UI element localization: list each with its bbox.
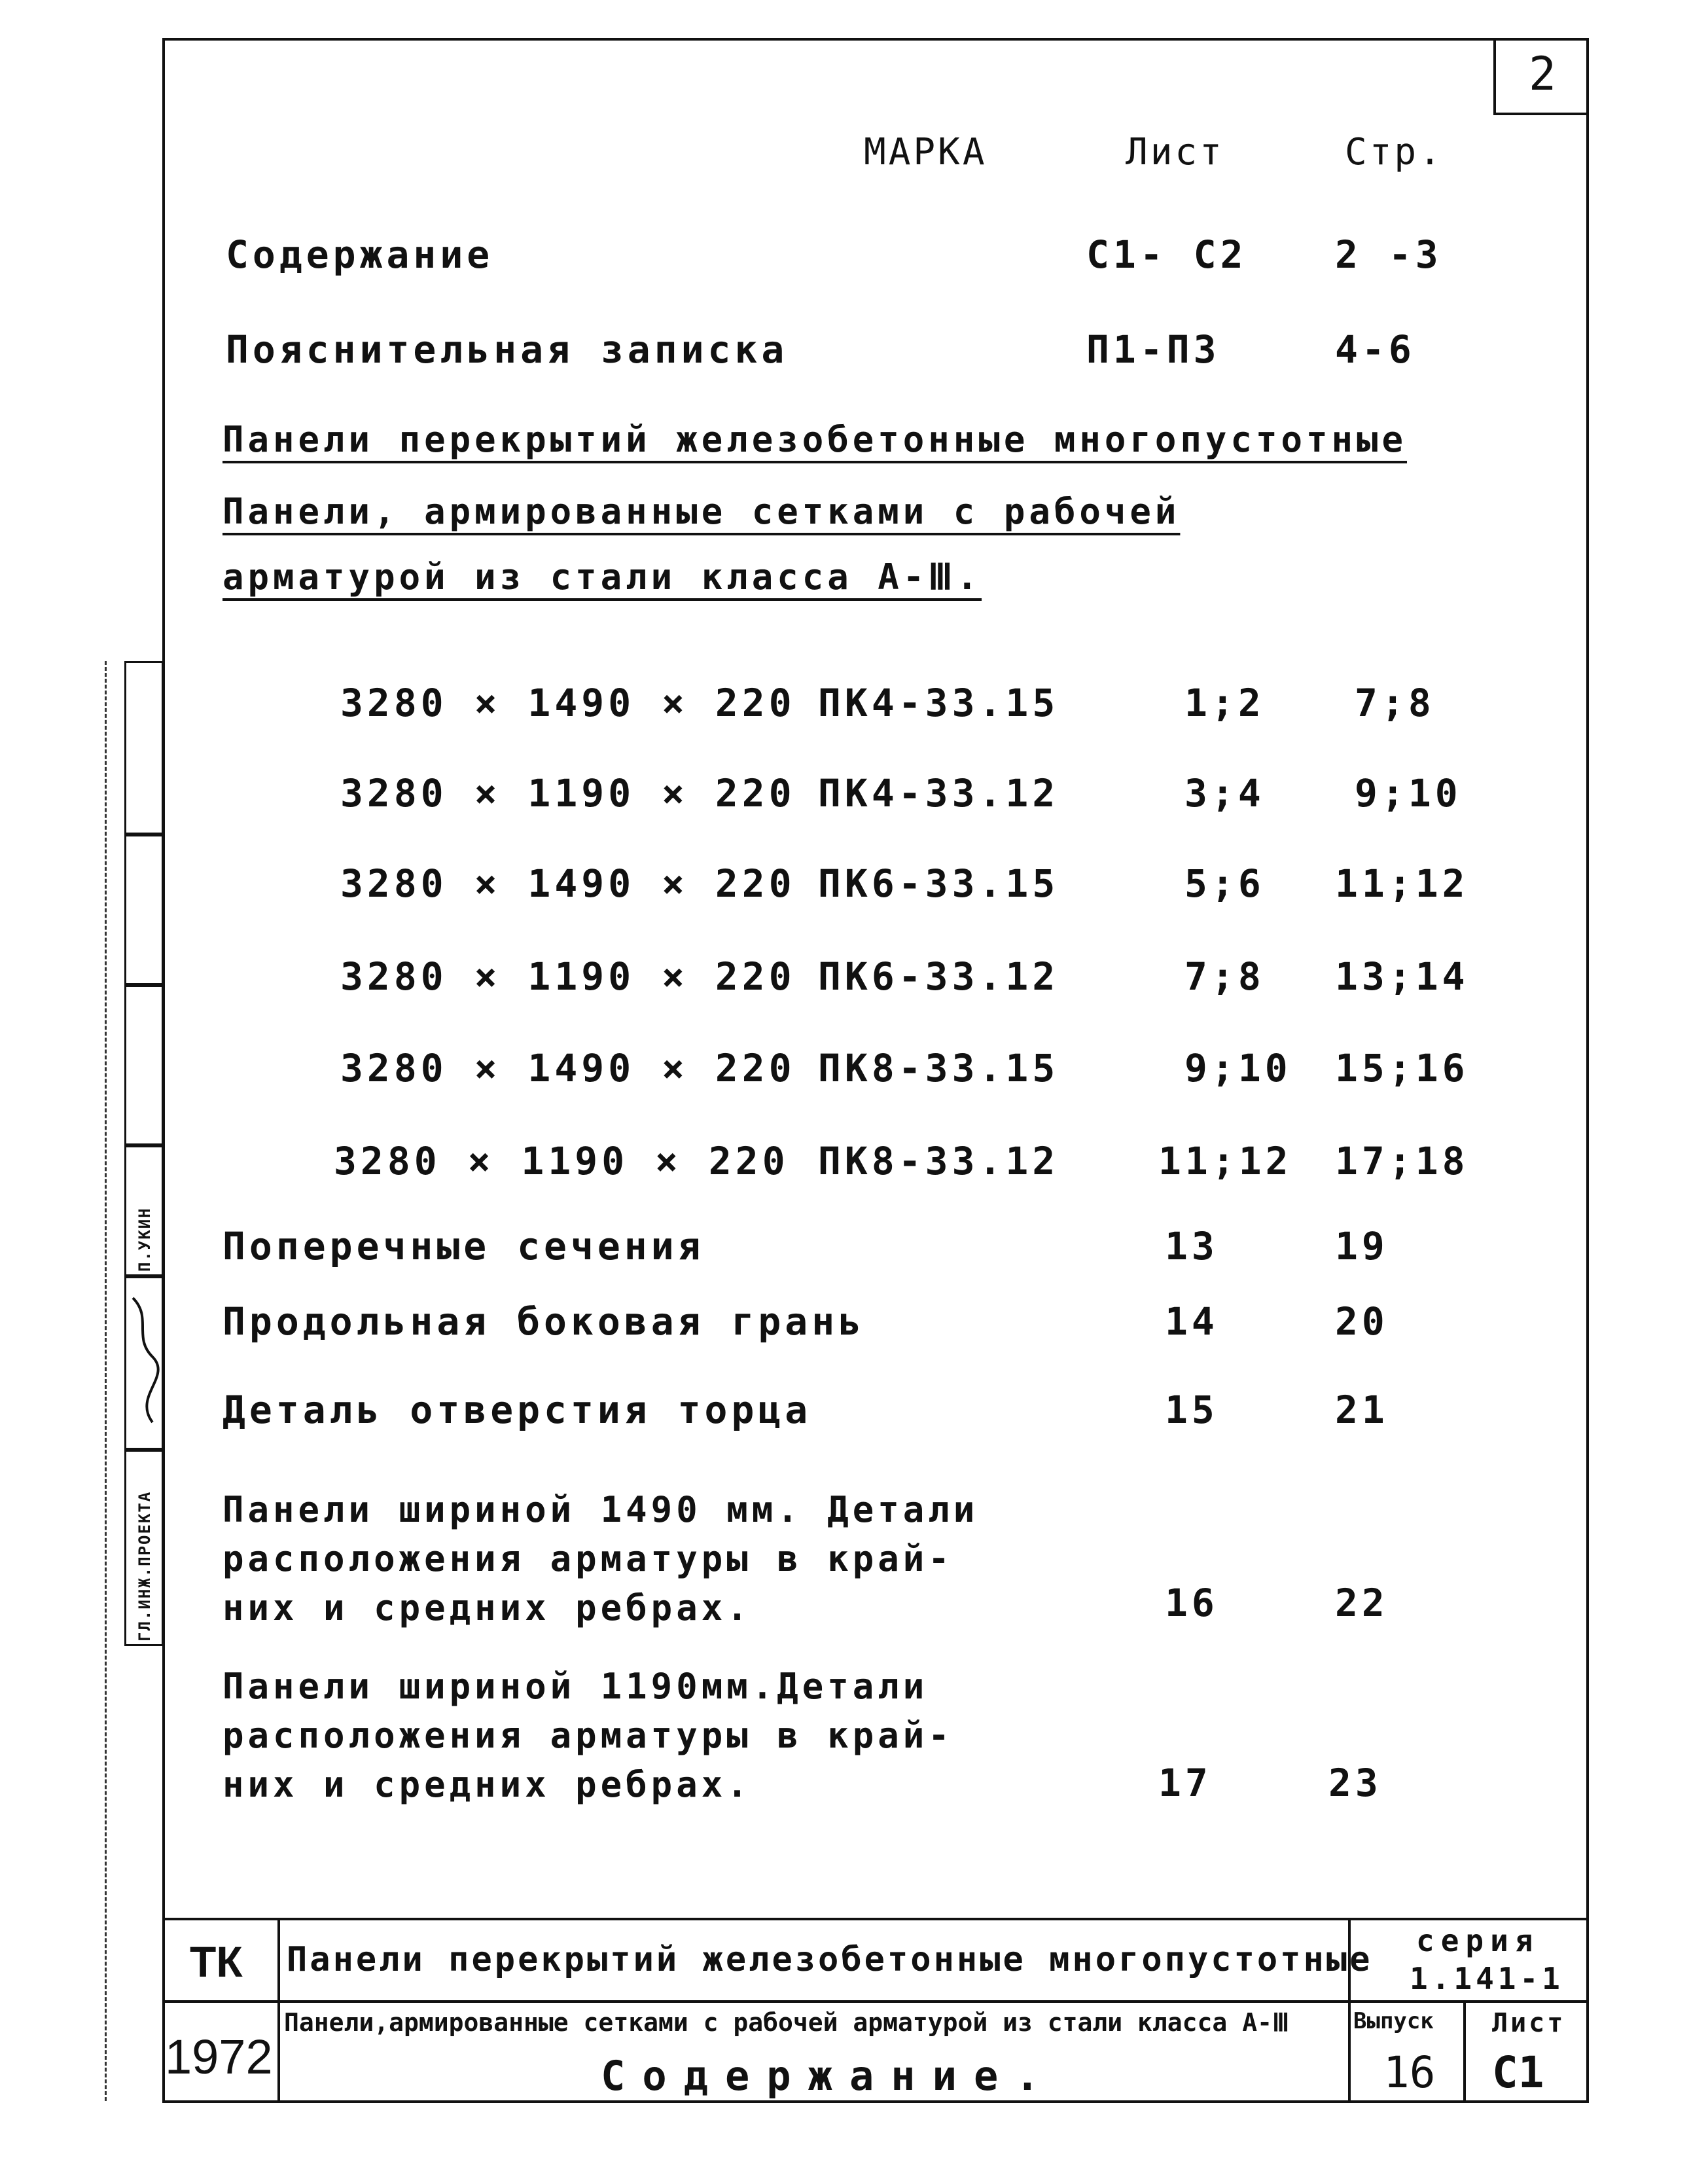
panel-sheet: 9;10 [1184, 1046, 1292, 1090]
detail-1490-line1: Панели шириной 1490 мм. Детали [222, 1489, 979, 1530]
stamp-role: ГЛ.ИНЖ.ПРОЕКТА [135, 1490, 154, 1642]
row-side-face-page: 20 [1335, 1299, 1389, 1344]
section-title: Панели перекрытий железобетонные многопустотные [222, 419, 1408, 460]
tb-series-value: 1.141-1 [1410, 1961, 1564, 1996]
detail-1490-line3: них и средних ребрах. [222, 1587, 752, 1628]
panel-page: 15;16 [1335, 1046, 1469, 1090]
signature-mark [126, 1278, 162, 1448]
tb-title1: Панели перекрытий железобетонные многопустотные [287, 1940, 1373, 1979]
panel-mark: ПК4-33.12 [818, 771, 1059, 816]
tb-series-cell [1348, 1918, 1589, 2003]
stamp-name: П.УКИН [135, 1207, 154, 1272]
detail-1190-page: 23 [1328, 1761, 1382, 1805]
stamp-cell [124, 1145, 164, 1276]
detail-1490-line2: расположения арматуры в край- [222, 1538, 953, 1579]
panel-dims: 3280 × 1490 × 220 [340, 1046, 796, 1090]
panel-dims: 3280 × 1190 × 220 [340, 771, 796, 816]
tb-org-cell [162, 1918, 280, 2003]
row-note-sheet: П1-П3 [1086, 327, 1220, 372]
column-header-page: Стр. [1345, 131, 1444, 173]
panel-dims: 3280 × 1490 × 220 [340, 681, 796, 725]
tb-series-label: серия [1416, 1923, 1540, 1958]
tb-title3: Содержание. [601, 2052, 1057, 2100]
column-header-sheet: Лист [1126, 131, 1224, 173]
row-cross-sections-page: 19 [1335, 1224, 1389, 1268]
panel-dims: 3280 × 1490 × 220 [340, 861, 796, 906]
tb-year: 1972 [165, 2030, 273, 2084]
panel-page: 7;8 [1355, 681, 1435, 725]
detail-1190-line1: Панели шириной 1190мм.Детали [222, 1666, 929, 1707]
tb-sheet-cell [1463, 2000, 1589, 2103]
panel-page: 17;18 [1335, 1139, 1469, 1183]
panel-dims: 3280 × 1190 × 220 [340, 954, 796, 999]
tb-issue-value: 16 [1383, 2047, 1436, 2098]
panel-mark: ПК4-33.15 [818, 681, 1059, 725]
panel-page: 9;10 [1355, 771, 1462, 816]
panel-sheet: 1;2 [1184, 681, 1265, 725]
handwritten-notes [105, 661, 107, 2101]
tb-title2: Панели,армированные сетками с рабочей арматурой из стали класса А-Ⅲ [284, 2008, 1290, 2037]
row-side-face-sheet: 14 [1165, 1299, 1219, 1344]
panel-sheet: 3;4 [1184, 771, 1265, 816]
detail-1490-sheet: 16 [1165, 1581, 1219, 1625]
row-end-hole-name: Деталь отверстия торца [222, 1388, 812, 1432]
row-contents-sheet: С1- С2 [1086, 232, 1247, 277]
row-note-page: 4-6 [1335, 327, 1415, 372]
tb-org: ТК [190, 1937, 243, 1986]
panel-mark: ПК6-33.12 [818, 954, 1059, 999]
sheet-number-box [1493, 38, 1589, 115]
tb-title1-cell [277, 1918, 1373, 2003]
subsection-title-line1: Панели, армированные сетками с рабочей [222, 491, 1181, 532]
stamp-cell [124, 835, 164, 985]
panel-sheet: 11;12 [1158, 1139, 1292, 1183]
stamp-cell [124, 1450, 164, 1646]
row-side-face-name: Продольная боковая грань [222, 1299, 866, 1344]
tb-issue-cell [1348, 2000, 1466, 2103]
detail-1190-line2: расположения арматуры в край- [222, 1715, 953, 1756]
row-end-hole-page: 21 [1335, 1388, 1389, 1432]
stamp-cell [124, 985, 164, 1145]
row-contents-page: 2 -3 [1335, 232, 1442, 277]
panel-page: 13;14 [1335, 954, 1469, 999]
panel-page: 11;12 [1335, 861, 1469, 906]
tb-issue-label: Выпуск [1353, 2008, 1434, 2034]
tb-year-cell [162, 2000, 280, 2103]
tb-title2-cell [277, 2000, 1351, 2103]
signature-cell [124, 1276, 164, 1450]
stamp-cell [124, 661, 164, 835]
panel-mark: ПК8-33.12 [818, 1139, 1059, 1183]
row-note-name: Пояснительная записка [226, 327, 789, 372]
detail-1490-page: 22 [1335, 1581, 1389, 1625]
column-header-mark: МАРКА [864, 131, 987, 173]
row-cross-sections-sheet: 13 [1165, 1224, 1219, 1268]
panel-mark: ПК8-33.15 [818, 1046, 1059, 1090]
sheet-number: 2 [1528, 47, 1557, 101]
panel-sheet: 7;8 [1184, 954, 1265, 999]
panel-dims: 3280 × 1190 × 220 [334, 1139, 789, 1183]
subsection-title-line2: арматурой из стали класса А-Ⅲ. [222, 556, 982, 598]
panel-mark: ПК6-33.15 [818, 861, 1059, 906]
row-end-hole-sheet: 15 [1165, 1388, 1219, 1432]
row-cross-sections-name: Поперечные сечения [222, 1224, 705, 1268]
tb-sheet-value: С1 [1492, 2047, 1544, 2098]
detail-1190-sheet: 17 [1158, 1761, 1212, 1805]
panel-sheet: 5;6 [1184, 861, 1265, 906]
tb-sheet-label: Лист [1492, 2008, 1566, 2038]
row-contents-name: Содержание [226, 232, 494, 277]
detail-1190-line3: них и средних ребрах. [222, 1764, 752, 1805]
